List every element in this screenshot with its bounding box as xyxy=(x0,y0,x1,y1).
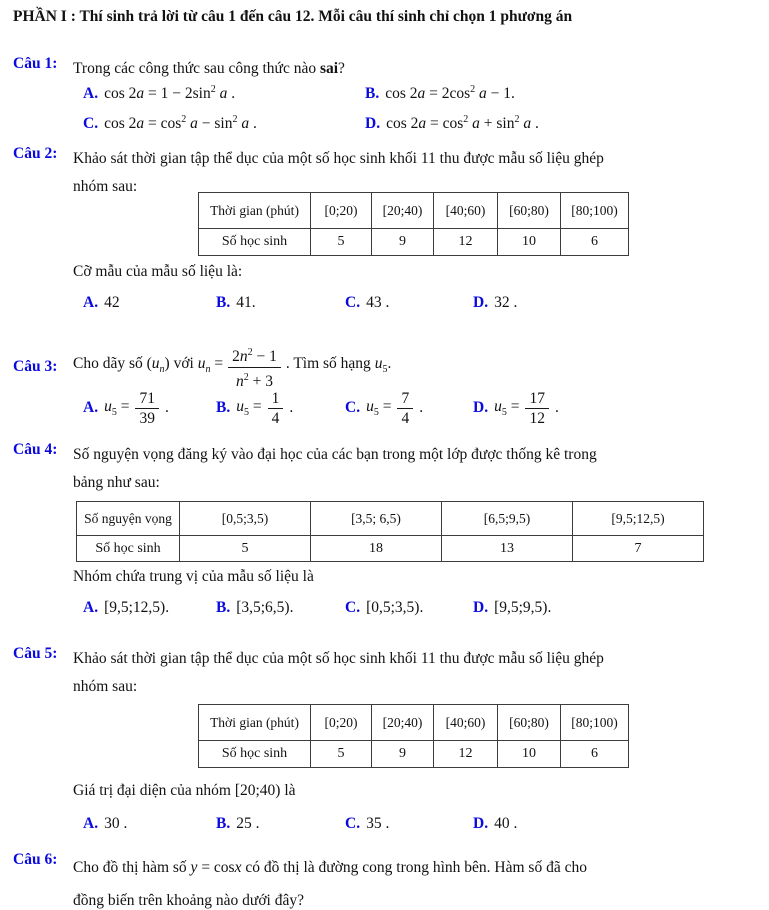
answer-option xyxy=(345,815,389,833)
question-6-text-line1: Cho đồ thị hàm số y = cosx có đồ thị là đường cong trong hình bên. Hàm số đã cho xyxy=(73,859,587,876)
answer-text: $\cos 2a = \cos^2 a + \sin^2 a$ . xyxy=(386,114,539,133)
answer-option xyxy=(83,815,127,833)
question-5-text-line2: nhóm sau: xyxy=(73,678,138,695)
question-4-answers xyxy=(83,599,769,629)
question-2-answers xyxy=(83,294,769,324)
answer-letter: A. xyxy=(83,294,99,311)
answer-letter: C. xyxy=(345,815,361,832)
question-4-text-line2: bảng như sau: xyxy=(73,474,160,491)
table-cell: Thời gian (phút) xyxy=(199,193,311,229)
question-6 xyxy=(13,851,761,910)
question-5-text-line1: Khảo sát thời gian tập thể dục của một số học sinh khối 11 thu được mẫu số liệu ghép xyxy=(73,650,604,667)
table-cell: 18 xyxy=(311,536,442,562)
question-3-text-after: . Tìm số hạng $u_5$. xyxy=(285,354,392,376)
table-cell: [60;80) xyxy=(498,705,561,741)
fraction xyxy=(397,389,413,428)
answer-option xyxy=(473,599,551,617)
question-5-table xyxy=(198,704,629,768)
fraction-denominator: 4 xyxy=(271,409,280,427)
question-4 xyxy=(13,441,761,497)
table-cell: 9 xyxy=(372,229,434,256)
answer-letter: B. xyxy=(216,599,231,616)
answer-option xyxy=(216,386,293,430)
answer-text: $u_5$ = xyxy=(494,397,520,419)
table-cell: Số nguyện vọng xyxy=(77,502,180,536)
table-cell: 9 xyxy=(372,741,434,768)
question-2-label: Câu 2: xyxy=(13,145,58,162)
answer-text: 30 . xyxy=(104,815,128,832)
answer-letter: D. xyxy=(473,599,489,616)
answer-option xyxy=(216,599,293,617)
table-row xyxy=(199,229,629,256)
answer-letter: D. xyxy=(473,294,489,311)
question-6-text-line2: đồng biến trên khoảng nào dưới đây? xyxy=(73,892,304,909)
answer-text: [9,5;9,5). xyxy=(494,599,552,616)
answer-period: . xyxy=(164,399,169,416)
question-5 xyxy=(13,645,761,701)
answer-text: 32 . xyxy=(494,294,518,311)
question-2-text-line2: nhóm sau: xyxy=(73,178,138,195)
question-2-text-line1: Khảo sát thời gian tập thể dục của một số học sinh khối 11 thu được mẫu số liệu ghép xyxy=(73,150,604,167)
question-5-answers xyxy=(83,815,769,845)
answer-option xyxy=(365,114,539,133)
question-6-label: Câu 6: xyxy=(13,851,58,868)
answer-text: $u_5$ = xyxy=(236,397,262,419)
answer-text: [0,5;3,5). xyxy=(366,599,424,616)
answer-letter: A. xyxy=(83,815,99,832)
table-cell: [0;20) xyxy=(311,705,372,741)
answer-option xyxy=(345,386,423,430)
answer-option xyxy=(83,599,169,617)
table-cell: [9,5;12,5) xyxy=(573,502,704,536)
table-cell: 5 xyxy=(311,741,372,768)
answer-text: $\cos 2a = \cos^2 a - \sin^2 a$ . xyxy=(104,114,257,133)
question-2-subtext: Cỡ mẫu của mẫu số liệu là: xyxy=(73,263,243,280)
table-cell: 13 xyxy=(442,536,573,562)
table-row xyxy=(199,705,629,741)
answer-option xyxy=(83,114,257,133)
answer-option xyxy=(473,815,517,833)
section-header: PHẦN I : Thí sinh trả lời từ câu 1 đến câu 12. Mỗi câu thí sinh chỉ chọn 1 phương án xyxy=(13,8,573,25)
answer-option xyxy=(83,84,235,103)
question-1 xyxy=(13,55,761,83)
answer-letter: B. xyxy=(216,294,231,311)
fraction-denominator: 39 xyxy=(139,409,155,427)
table-cell: 5 xyxy=(311,229,372,256)
fraction-numerator: 71 xyxy=(135,389,159,409)
answer-period: . xyxy=(289,399,294,416)
table-cell: 7 xyxy=(573,536,704,562)
table-cell: 5 xyxy=(180,536,311,562)
question-4-label: Câu 4: xyxy=(13,441,58,458)
table-cell: [40;60) xyxy=(434,193,498,229)
fraction-numerator: 1 xyxy=(268,389,284,409)
table-cell: [80;100) xyxy=(561,193,629,229)
answer-period: . xyxy=(419,399,424,416)
question-3-label: Câu 3: xyxy=(13,358,58,375)
answer-option xyxy=(365,84,515,103)
answer-text: 41. xyxy=(236,294,256,311)
answer-period: . xyxy=(554,399,559,416)
answer-option xyxy=(216,294,256,312)
answer-letter: D. xyxy=(365,114,381,132)
table-cell: [40;60) xyxy=(434,705,498,741)
fraction-denominator: 4 xyxy=(401,409,410,427)
answer-text: 35 . xyxy=(366,815,390,832)
answer-letter: D. xyxy=(473,399,489,416)
table-cell: [6,5;9,5) xyxy=(442,502,573,536)
answer-option xyxy=(473,386,559,430)
question-1-answers-row-1 xyxy=(83,84,769,114)
answer-option xyxy=(216,815,259,833)
question-4-subtext: Nhóm chứa trung vị của mẫu số liệu là xyxy=(73,568,314,585)
fraction-numerator: 17 xyxy=(525,389,549,409)
question-4-text-line1: Số nguyện vọng đăng ký vào đại học của các bạn trong một lớp được thống kê trong xyxy=(73,446,597,463)
answer-text: 25 . xyxy=(236,815,260,832)
table-cell: 6 xyxy=(561,741,629,768)
fraction xyxy=(228,343,281,390)
answer-option xyxy=(83,386,169,430)
answer-letter: C. xyxy=(83,114,99,132)
question-1-label: Câu 1: xyxy=(13,55,58,72)
answer-option xyxy=(345,294,389,312)
table-cell: Số học sinh xyxy=(199,741,311,768)
table-row xyxy=(199,741,629,768)
answer-option xyxy=(83,294,120,312)
answer-letter: D. xyxy=(473,815,489,832)
answer-text: [3,5;6,5). xyxy=(236,599,294,616)
question-5-subtext: Giá trị đại diện của nhóm [20;40) là xyxy=(73,782,296,799)
table-cell: [60;80) xyxy=(498,193,561,229)
fraction xyxy=(135,389,159,428)
fraction-denominator: 12 xyxy=(529,409,545,427)
answer-letter: C. xyxy=(345,399,361,416)
fraction xyxy=(525,389,549,428)
answer-text: $\cos 2a = 1 - 2\sin^2$ a . xyxy=(104,84,236,103)
fraction-numerator: $2n^2 - 1$ xyxy=(228,343,281,367)
question-3-answers xyxy=(83,386,769,430)
table-cell: 10 xyxy=(498,229,561,256)
table-cell: Số học sinh xyxy=(77,536,180,562)
answer-letter: A. xyxy=(83,84,99,102)
table-cell: [3,5; 6,5) xyxy=(311,502,442,536)
answer-text: $u_5$ = xyxy=(366,397,392,419)
answer-text: 43 . xyxy=(366,294,390,311)
table-cell: 12 xyxy=(434,741,498,768)
answer-text: 42 xyxy=(104,294,120,311)
table-row xyxy=(77,536,704,562)
answer-option xyxy=(345,599,423,617)
table-row xyxy=(77,502,704,536)
answer-text: [9,5;12,5). xyxy=(104,599,170,616)
table-cell: [80;100) xyxy=(561,705,629,741)
table-cell: [20;40) xyxy=(372,705,434,741)
answer-letter: A. xyxy=(83,599,99,616)
answer-letter: C. xyxy=(345,294,361,311)
fraction-numerator: 7 xyxy=(397,389,413,409)
table-cell: 12 xyxy=(434,229,498,256)
table-cell: [0;20) xyxy=(311,193,372,229)
table-cell: 10 xyxy=(498,741,561,768)
answer-letter: B. xyxy=(216,815,231,832)
table-cell: Thời gian (phút) xyxy=(199,705,311,741)
fraction xyxy=(268,389,284,428)
answer-letter: B. xyxy=(365,84,380,102)
table-cell: Số học sinh xyxy=(199,229,311,256)
answer-option xyxy=(473,294,517,312)
table-row xyxy=(199,193,629,229)
question-4-table xyxy=(76,501,704,562)
table-cell: 6 xyxy=(561,229,629,256)
answer-letter: B. xyxy=(216,399,231,416)
question-1-text: Trong các công thức sau công thức nào sai? xyxy=(73,60,345,77)
fraction-denominator: $n^2 + 3$ xyxy=(235,371,273,390)
answer-letter: C. xyxy=(345,599,361,616)
answer-text: $u_5$ = xyxy=(104,397,130,419)
answer-text: 40 . xyxy=(494,815,518,832)
question-5-label: Câu 5: xyxy=(13,645,58,662)
table-cell: [20;40) xyxy=(372,193,434,229)
table-cell: [0,5;3,5) xyxy=(180,502,311,536)
answer-letter: A. xyxy=(83,399,99,416)
question-1-answers-row-2 xyxy=(83,114,769,144)
question-2-table xyxy=(198,192,629,256)
question-3-text-before: Cho dãy số $(u_n)$ với $u_n$ = xyxy=(73,354,224,376)
answer-text: $\cos 2a = 2\cos^2$ a − 1. xyxy=(385,84,515,103)
